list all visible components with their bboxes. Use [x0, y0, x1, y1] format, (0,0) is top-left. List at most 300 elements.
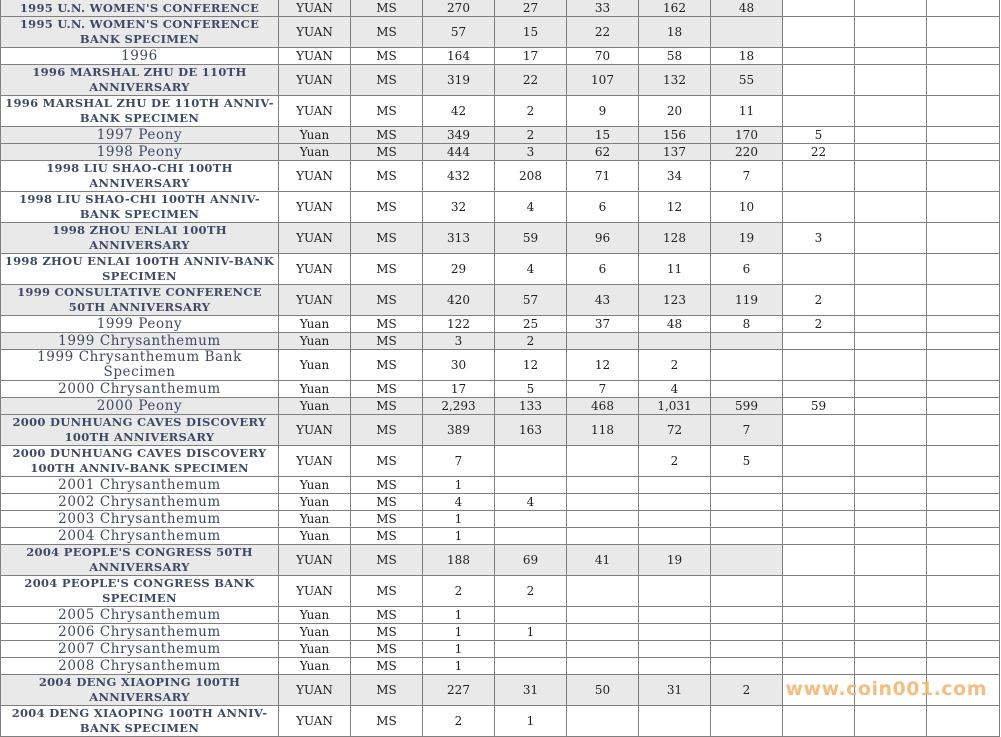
denomination-cell: YUAN: [279, 415, 351, 446]
count-cell: [927, 398, 1000, 415]
grade-cell: MS: [351, 381, 423, 398]
count-cell: 48: [711, 0, 783, 17]
coin-name-cell: 1999 Peony: [1, 316, 279, 333]
count-cell: [711, 607, 783, 624]
count-cell: [711, 511, 783, 528]
count-cell: 128: [639, 223, 711, 254]
grade-cell: MS: [351, 675, 423, 706]
count-cell: [855, 254, 927, 285]
count-cell: [567, 511, 639, 528]
table-row: [1, 161, 1000, 192]
coin-name-cell: 2000 DUNHUANG CAVES DISCOVERY 100TH ANNIV-BANK SPECIMEN: [1, 446, 279, 477]
count-cell: [567, 624, 639, 641]
count-cell: [855, 415, 927, 446]
table-row: [1, 511, 1000, 528]
count-cell: [855, 192, 927, 223]
count-cell: [711, 706, 783, 737]
coin-name-cell: 2000 Chrysanthemum: [1, 381, 279, 398]
count-cell: 4: [495, 192, 567, 223]
count-cell: [855, 706, 927, 737]
count-cell: [927, 511, 1000, 528]
count-cell: [855, 333, 927, 350]
count-cell: 37: [567, 316, 639, 333]
table-row: [1, 641, 1000, 658]
table-row: [1, 350, 1000, 381]
count-cell: 30: [423, 350, 495, 381]
count-cell: 31: [639, 675, 711, 706]
count-cell: [783, 381, 855, 398]
table-body: [1, 0, 1000, 737]
count-cell: 5: [711, 446, 783, 477]
count-cell: [783, 576, 855, 607]
count-cell: [927, 624, 1000, 641]
count-cell: 12: [639, 192, 711, 223]
count-cell: 22: [495, 65, 567, 96]
coin-name-cell: 2007 Chrysanthemum: [1, 641, 279, 658]
table-row: [1, 192, 1000, 223]
denomination-cell: YUAN: [279, 65, 351, 96]
table-row: [1, 96, 1000, 127]
count-cell: [927, 658, 1000, 675]
count-cell: 7: [423, 446, 495, 477]
count-cell: 132: [639, 65, 711, 96]
count-cell: 1: [423, 511, 495, 528]
grade-cell: MS: [351, 285, 423, 316]
count-cell: 2: [639, 446, 711, 477]
count-cell: 2: [711, 675, 783, 706]
count-cell: 599: [711, 398, 783, 415]
count-cell: 43: [567, 285, 639, 316]
coin-name-cell: 2004 DENG XIAOPING 100TH ANNIVERSARY: [1, 675, 279, 706]
count-cell: [855, 285, 927, 316]
count-cell: 32: [423, 192, 495, 223]
denomination-cell: Yuan: [279, 144, 351, 161]
count-cell: [855, 350, 927, 381]
count-cell: [783, 333, 855, 350]
grade-cell: MS: [351, 96, 423, 127]
count-cell: 71: [567, 161, 639, 192]
count-cell: 11: [711, 96, 783, 127]
count-cell: 25: [495, 316, 567, 333]
count-cell: [495, 528, 567, 545]
count-cell: 72: [639, 415, 711, 446]
grade-cell: MS: [351, 0, 423, 17]
count-cell: 15: [567, 127, 639, 144]
count-cell: 1: [423, 477, 495, 494]
count-cell: 170: [711, 127, 783, 144]
count-cell: 119: [711, 285, 783, 316]
table-row: [1, 415, 1000, 446]
count-cell: [783, 96, 855, 127]
count-cell: [927, 607, 1000, 624]
table-row: [1, 17, 1000, 48]
coin-name-cell: 1997 Peony: [1, 127, 279, 144]
count-cell: 137: [639, 144, 711, 161]
count-cell: [855, 545, 927, 576]
count-cell: [927, 706, 1000, 737]
count-cell: 220: [711, 144, 783, 161]
count-cell: [711, 477, 783, 494]
count-cell: [639, 333, 711, 350]
count-cell: [927, 223, 1000, 254]
count-cell: [927, 17, 1000, 48]
count-cell: 3: [783, 223, 855, 254]
coin-name-cell: 2004 PEOPLE'S CONGRESS BANK SPECIMEN: [1, 576, 279, 607]
coin-name-cell: 2002 Chrysanthemum: [1, 494, 279, 511]
denomination-cell: YUAN: [279, 17, 351, 48]
grade-cell: MS: [351, 316, 423, 333]
count-cell: [855, 641, 927, 658]
count-cell: 7: [567, 381, 639, 398]
count-cell: [783, 161, 855, 192]
count-cell: [927, 528, 1000, 545]
count-cell: 432: [423, 161, 495, 192]
denomination-cell: YUAN: [279, 675, 351, 706]
denomination-cell: Yuan: [279, 350, 351, 381]
count-cell: [639, 494, 711, 511]
grade-cell: MS: [351, 477, 423, 494]
count-cell: [711, 576, 783, 607]
count-cell: 468: [567, 398, 639, 415]
count-cell: [783, 641, 855, 658]
coin-name-cell: 1998 LIU SHAO-CHI 100TH ANNIVERSARY: [1, 161, 279, 192]
coin-name-cell: 1998 LIU SHAO-CHI 100TH ANNIV-BANK SPECIMEN: [1, 192, 279, 223]
count-cell: 1: [495, 624, 567, 641]
coin-name-cell: 1995 U.N. WOMEN'S CONFERENCE BANK SPECIMEN: [1, 17, 279, 48]
coin-name-cell: 2001 Chrysanthemum: [1, 477, 279, 494]
count-cell: 162: [639, 0, 711, 17]
count-cell: [783, 658, 855, 675]
count-cell: 29: [423, 254, 495, 285]
count-cell: [783, 545, 855, 576]
count-cell: 12: [495, 350, 567, 381]
denomination-cell: Yuan: [279, 127, 351, 144]
count-cell: 420: [423, 285, 495, 316]
count-cell: [567, 607, 639, 624]
count-cell: [639, 511, 711, 528]
count-cell: [783, 0, 855, 17]
grade-cell: MS: [351, 641, 423, 658]
grade-cell: MS: [351, 607, 423, 624]
count-cell: 164: [423, 48, 495, 65]
grade-cell: MS: [351, 545, 423, 576]
denomination-cell: YUAN: [279, 192, 351, 223]
count-cell: 123: [639, 285, 711, 316]
count-cell: [639, 641, 711, 658]
count-cell: [855, 96, 927, 127]
count-cell: [783, 48, 855, 65]
count-cell: 7: [711, 161, 783, 192]
count-cell: [495, 477, 567, 494]
count-cell: [783, 624, 855, 641]
count-cell: [927, 333, 1000, 350]
denomination-cell: YUAN: [279, 223, 351, 254]
coin-name-cell: 1999 CONSULTATIVE CONFERENCE 50TH ANNIVERSARY: [1, 285, 279, 316]
count-cell: [855, 446, 927, 477]
grade-cell: MS: [351, 350, 423, 381]
count-cell: 156: [639, 127, 711, 144]
count-cell: [855, 223, 927, 254]
grade-cell: MS: [351, 65, 423, 96]
table-row: [1, 658, 1000, 675]
table-row: [1, 144, 1000, 161]
coin-name-cell: 2003 Chrysanthemum: [1, 511, 279, 528]
grade-cell: MS: [351, 528, 423, 545]
count-cell: 17: [495, 48, 567, 65]
count-cell: 3: [495, 144, 567, 161]
count-cell: [567, 333, 639, 350]
count-cell: 2,293: [423, 398, 495, 415]
denomination-cell: YUAN: [279, 706, 351, 737]
count-cell: [783, 477, 855, 494]
count-cell: 5: [495, 381, 567, 398]
count-cell: [927, 65, 1000, 96]
grade-cell: MS: [351, 576, 423, 607]
count-cell: 319: [423, 65, 495, 96]
count-cell: 118: [567, 415, 639, 446]
count-cell: [711, 333, 783, 350]
count-cell: 11: [639, 254, 711, 285]
table-row: [1, 494, 1000, 511]
table-row: [1, 254, 1000, 285]
coin-name-cell: 1995 U.N. WOMEN'S CONFERENCE: [1, 0, 279, 17]
count-cell: [855, 576, 927, 607]
count-cell: [783, 706, 855, 737]
denomination-cell: Yuan: [279, 398, 351, 415]
count-cell: [495, 641, 567, 658]
count-cell: 227: [423, 675, 495, 706]
count-cell: 48: [639, 316, 711, 333]
count-cell: [855, 528, 927, 545]
grade-cell: MS: [351, 494, 423, 511]
count-cell: 6: [711, 254, 783, 285]
denomination-cell: Yuan: [279, 624, 351, 641]
count-cell: [927, 381, 1000, 398]
table-row: [1, 333, 1000, 350]
count-cell: 2: [495, 333, 567, 350]
count-cell: [711, 494, 783, 511]
table-row: [1, 381, 1000, 398]
denomination-cell: YUAN: [279, 96, 351, 127]
coin-name-cell: 1998 Peony: [1, 144, 279, 161]
watermark: www.coin001.com: [785, 678, 987, 700]
count-cell: 1: [423, 624, 495, 641]
denomination-cell: Yuan: [279, 477, 351, 494]
count-cell: [711, 641, 783, 658]
count-cell: [855, 607, 927, 624]
grade-cell: MS: [351, 127, 423, 144]
count-cell: [927, 576, 1000, 607]
count-cell: 22: [783, 144, 855, 161]
count-cell: 2: [423, 706, 495, 737]
count-cell: [711, 528, 783, 545]
count-cell: 122: [423, 316, 495, 333]
denomination-cell: Yuan: [279, 381, 351, 398]
table-row: [1, 398, 1000, 415]
grade-cell: MS: [351, 415, 423, 446]
grade-cell: MS: [351, 144, 423, 161]
count-cell: [567, 446, 639, 477]
grade-cell: MS: [351, 511, 423, 528]
table-row: [1, 528, 1000, 545]
count-cell: [783, 607, 855, 624]
count-cell: 444: [423, 144, 495, 161]
count-cell: 2: [639, 350, 711, 381]
count-cell: 2: [783, 285, 855, 316]
table-row: [1, 127, 1000, 144]
grade-cell: MS: [351, 706, 423, 737]
count-cell: 34: [639, 161, 711, 192]
table-row: [1, 477, 1000, 494]
grade-cell: MS: [351, 658, 423, 675]
count-cell: [855, 0, 927, 17]
count-cell: 107: [567, 65, 639, 96]
count-cell: 57: [423, 17, 495, 48]
count-cell: [711, 658, 783, 675]
count-cell: [639, 607, 711, 624]
count-cell: [927, 477, 1000, 494]
coin-name-cell: 1999 Chrysanthemum Bank Specimen: [1, 350, 279, 381]
count-cell: 2: [495, 127, 567, 144]
table-row: [1, 446, 1000, 477]
count-cell: 9: [567, 96, 639, 127]
table-row: [1, 576, 1000, 607]
count-cell: [927, 144, 1000, 161]
count-cell: [927, 545, 1000, 576]
count-cell: 8: [711, 316, 783, 333]
coin-name-cell: 2008 Chrysanthemum: [1, 658, 279, 675]
coin-name-cell: 1996: [1, 48, 279, 65]
table-row: [1, 706, 1000, 737]
count-cell: [855, 65, 927, 96]
count-cell: 69: [495, 545, 567, 576]
denomination-cell: YUAN: [279, 0, 351, 17]
count-cell: [495, 658, 567, 675]
grade-cell: MS: [351, 17, 423, 48]
count-cell: 70: [567, 48, 639, 65]
count-cell: [927, 316, 1000, 333]
denomination-cell: Yuan: [279, 316, 351, 333]
count-cell: 50: [567, 675, 639, 706]
count-cell: [927, 254, 1000, 285]
count-cell: [639, 477, 711, 494]
count-cell: 42: [423, 96, 495, 127]
count-cell: 27: [495, 0, 567, 17]
count-cell: [855, 511, 927, 528]
count-cell: 133: [495, 398, 567, 415]
count-cell: 4: [423, 494, 495, 511]
count-cell: [567, 641, 639, 658]
count-cell: [927, 641, 1000, 658]
count-cell: 270: [423, 0, 495, 17]
count-cell: [783, 350, 855, 381]
count-cell: [783, 446, 855, 477]
count-cell: 62: [567, 144, 639, 161]
count-cell: 4: [495, 494, 567, 511]
denomination-cell: Yuan: [279, 528, 351, 545]
count-cell: 59: [783, 398, 855, 415]
count-cell: [567, 528, 639, 545]
count-cell: 3: [423, 333, 495, 350]
count-cell: [567, 477, 639, 494]
count-cell: 7: [711, 415, 783, 446]
count-cell: 1: [423, 641, 495, 658]
count-cell: [927, 161, 1000, 192]
denomination-cell: YUAN: [279, 545, 351, 576]
count-cell: 12: [567, 350, 639, 381]
count-cell: [711, 624, 783, 641]
count-cell: 2: [495, 576, 567, 607]
count-cell: 18: [639, 17, 711, 48]
count-cell: 1: [495, 706, 567, 737]
count-cell: 6: [567, 192, 639, 223]
count-cell: [855, 624, 927, 641]
denomination-cell: Yuan: [279, 641, 351, 658]
count-cell: [927, 350, 1000, 381]
grade-cell: MS: [351, 254, 423, 285]
coin-name-cell: 2000 Peony: [1, 398, 279, 415]
count-cell: [639, 706, 711, 737]
count-cell: 1: [423, 528, 495, 545]
coin-name-cell: 2004 DENG XIAOPING 100TH ANNIV-BANK SPECIMEN: [1, 706, 279, 737]
count-cell: 188: [423, 545, 495, 576]
table-row: [1, 545, 1000, 576]
count-cell: 18: [711, 48, 783, 65]
count-cell: 5: [783, 127, 855, 144]
count-cell: [567, 576, 639, 607]
denomination-cell: Yuan: [279, 511, 351, 528]
count-cell: 10: [711, 192, 783, 223]
count-cell: 22: [567, 17, 639, 48]
count-cell: [927, 494, 1000, 511]
count-cell: [855, 144, 927, 161]
grade-cell: MS: [351, 446, 423, 477]
count-cell: 1: [423, 658, 495, 675]
count-cell: [495, 446, 567, 477]
count-cell: [855, 48, 927, 65]
coin-name-cell: 1996 MARSHAL ZHU DE 110TH ANNIVERSARY: [1, 65, 279, 96]
count-cell: [711, 381, 783, 398]
count-cell: 20: [639, 96, 711, 127]
count-cell: 389: [423, 415, 495, 446]
count-cell: [927, 415, 1000, 446]
count-cell: 349: [423, 127, 495, 144]
denomination-cell: YUAN: [279, 48, 351, 65]
coin-name-cell: 1998 ZHOU ENLAI 100TH ANNIVERSARY: [1, 223, 279, 254]
count-cell: 19: [639, 545, 711, 576]
count-cell: [927, 48, 1000, 65]
coin-name-cell: 1998 ZHOU ENLAI 100TH ANNIV-BANK SPECIMEN: [1, 254, 279, 285]
count-cell: 15: [495, 17, 567, 48]
count-cell: [639, 658, 711, 675]
grade-cell: MS: [351, 398, 423, 415]
table-row: [1, 0, 1000, 17]
coin-name-cell: 2000 DUNHUANG CAVES DISCOVERY 100TH ANNIVERSARY: [1, 415, 279, 446]
count-cell: [783, 65, 855, 96]
count-cell: [855, 398, 927, 415]
count-cell: [927, 0, 1000, 17]
count-cell: [639, 528, 711, 545]
count-cell: [567, 706, 639, 737]
count-cell: [783, 254, 855, 285]
coin-name-cell: 2006 Chrysanthemum: [1, 624, 279, 641]
table-row: [1, 316, 1000, 333]
count-cell: [927, 446, 1000, 477]
count-cell: 17: [423, 381, 495, 398]
grade-cell: MS: [351, 223, 423, 254]
count-cell: 208: [495, 161, 567, 192]
count-cell: 2: [423, 576, 495, 607]
